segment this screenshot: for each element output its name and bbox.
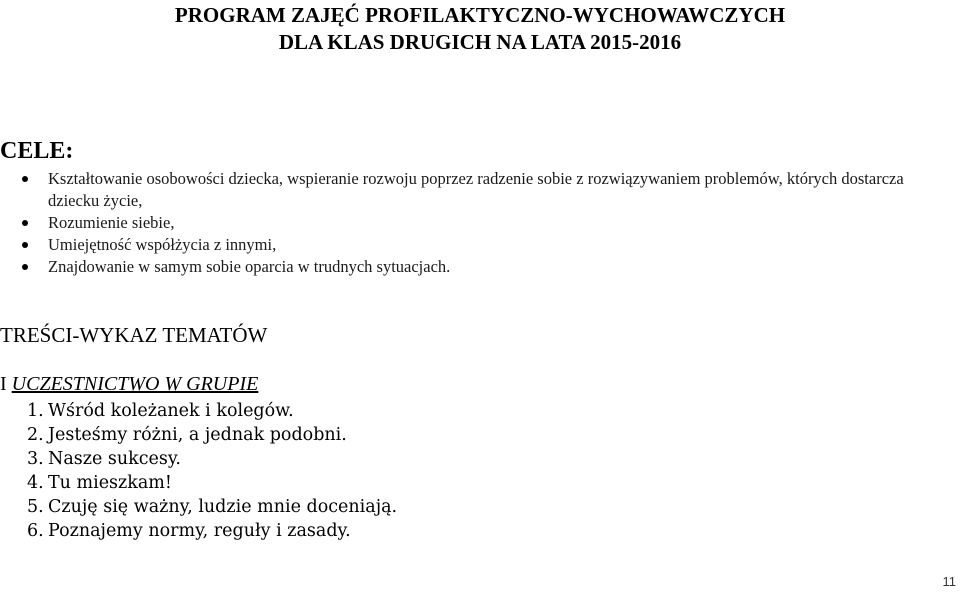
topic-number: 1.	[27, 401, 44, 421]
bullet-icon	[22, 242, 28, 248]
topic-item	[0, 495, 397, 519]
goal-item-text: Znajdowanie w samym sobie oparcia w trudnych sytuacjach.	[48, 257, 451, 276]
topics-list	[0, 399, 397, 543]
bullet-icon	[22, 176, 28, 182]
topic-text: Tu mieszkam!	[48, 473, 172, 493]
document-title-line-1: PROGRAM ZAJĘĆ PROFILAKTYCZNO-WYCHOWAWCZYCH	[174, 3, 786, 27]
section-title	[0, 373, 258, 396]
topic-text: Poznajemy normy, reguły i zasady.	[48, 521, 351, 541]
topic-text: Jesteśmy różni, a jednak podobni.	[48, 425, 347, 445]
page-number: 11	[942, 574, 956, 589]
topic-number: 4.	[27, 473, 44, 493]
goals-heading: CELE:	[0, 138, 74, 164]
bullet-icon	[22, 264, 28, 270]
topic-text: Wśród koleżanek i kolegów.	[48, 401, 294, 421]
section-name: UCZESTNICTWO W GRUPIE	[11, 373, 259, 395]
topic-item	[0, 423, 397, 447]
topic-text: Nasze sukcesy.	[48, 449, 181, 469]
section-roman-numeral: I	[0, 373, 7, 395]
topic-number: 5.	[27, 497, 44, 517]
topic-number: 6.	[27, 521, 44, 541]
topic-number: 2.	[27, 425, 44, 445]
topic-item	[0, 447, 397, 471]
document-title-line-2: DLA KLAS DRUGICH NA LATA 2015-2016	[278, 30, 682, 54]
topic-item	[0, 399, 397, 423]
goal-item	[0, 256, 940, 278]
topic-item	[0, 471, 397, 495]
topic-number: 3.	[27, 449, 44, 469]
goal-item	[0, 234, 940, 256]
goals-list	[0, 168, 940, 278]
topic-item	[0, 519, 397, 543]
goal-item-text: Kształtowanie osobowości dziecka, wspieranie rozwoju poprzez radzenie sobie z rozwiązywaniem problemów, których dostarcza dziecku życie,	[48, 169, 904, 210]
topic-text: Czuję się ważny, ludzie mnie doceniają.	[48, 497, 398, 517]
bullet-icon	[22, 220, 28, 226]
goal-item	[0, 168, 940, 212]
goal-item-text: Rozumienie siebie,	[48, 213, 175, 232]
topics-heading: TREŚCI-WYKAZ TEMATÓW	[0, 323, 268, 347]
goal-item	[0, 212, 940, 234]
goal-item-text: Umiejętność współżycia z innymi,	[48, 235, 277, 254]
